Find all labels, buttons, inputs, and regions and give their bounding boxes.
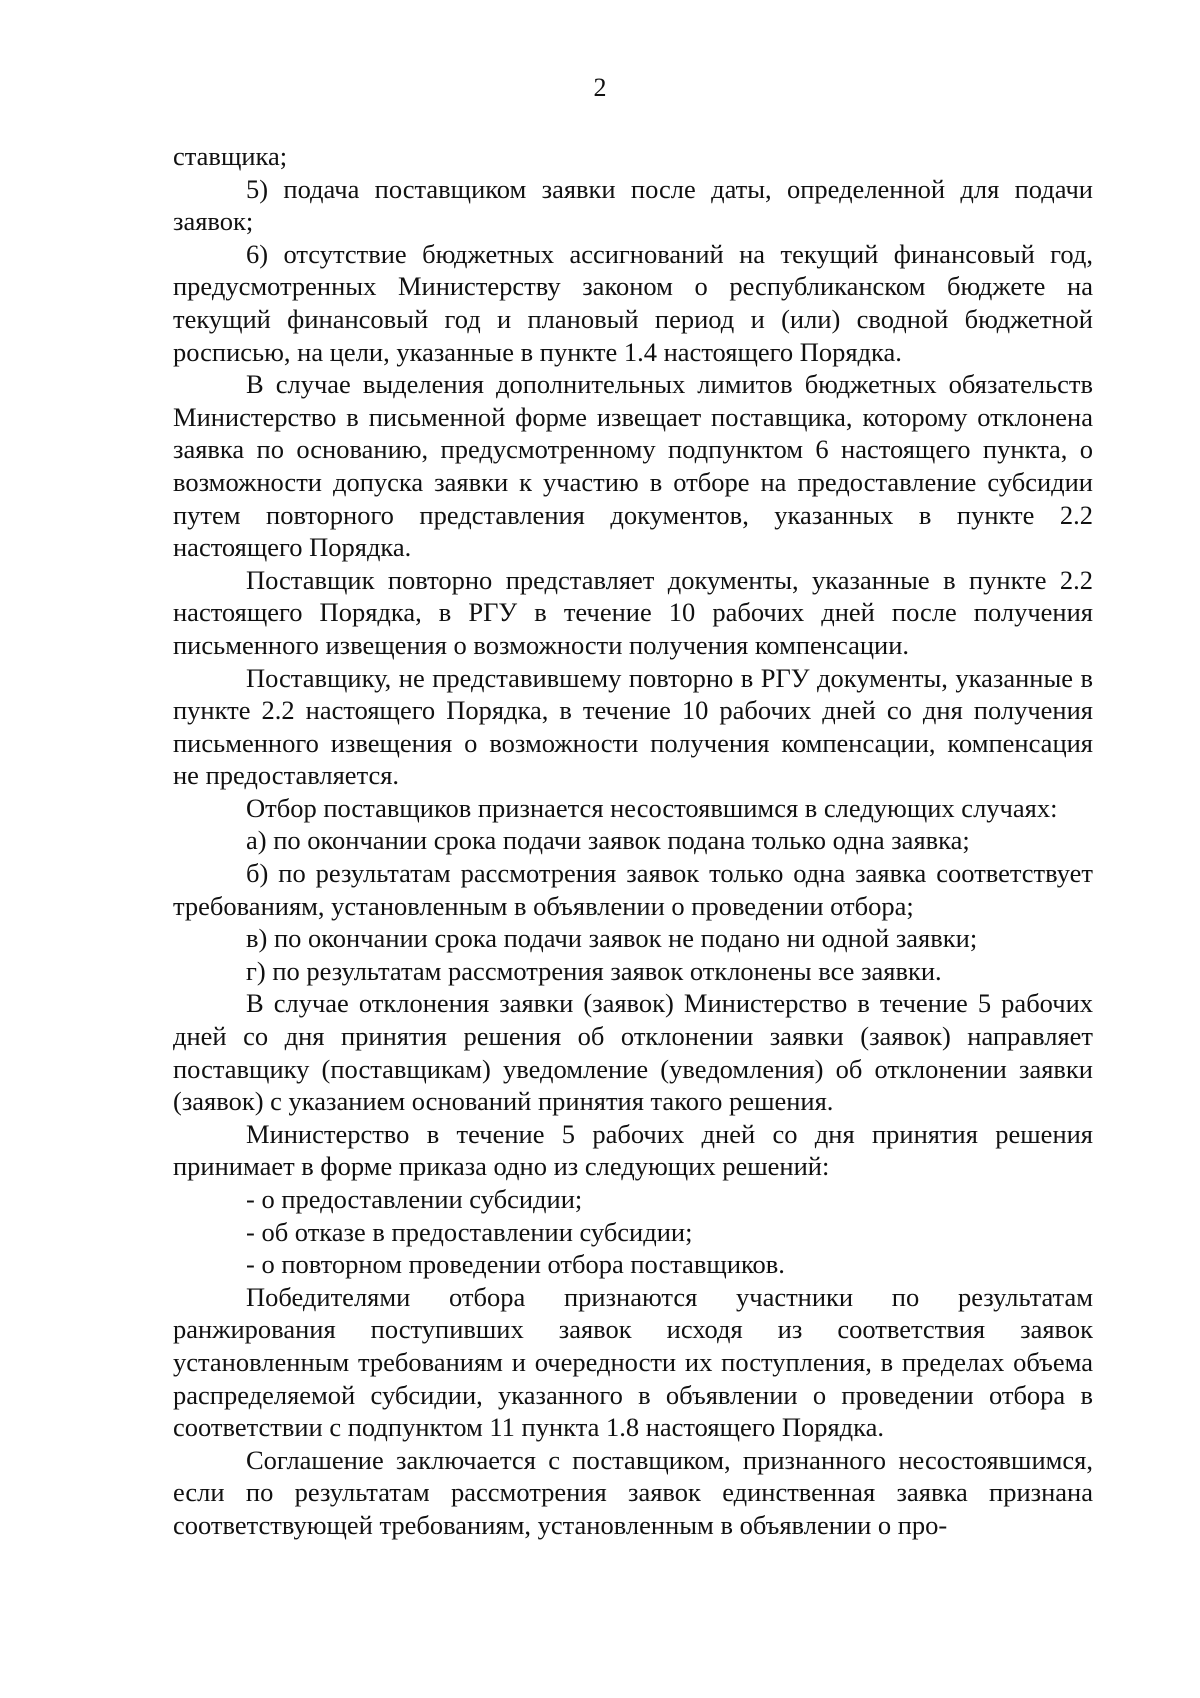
list-item-b: б) по результатам рассмотрения заявок только одна заявка соответствует требованиям, установленным в объявлении о проведении отбора; — [173, 858, 1093, 921]
list-item-6: 6) отсутствие бюджетных ассигнований на текущий финансовый год, предусмотренных Министерству законом о республиканском бюджете на текущий финансовый год и плановый период и (или) сводной бюджетной росписью, на цели, указанные в пункте 1.4 настоящего Порядка. — [173, 238, 1093, 367]
paragraph-additional-limits: В случае выделения дополнительных лимитов бюджетных обязательств Министерство в письменной форме извещает поставщика, которому отклонена заявка по основанию, предусмотренному подпунктом 6 настоящего пункта, о возможности допуска заявки к участию в отборе на предоставление субсидии путем повторного представления документов, указанных в пункте 2.2 настоящего Порядка. — [173, 369, 1093, 563]
list-item-v: в) по окончании срока подачи заявок не подано ни одной заявки; — [246, 923, 978, 954]
paragraph-ministry-decision: Министерство в течение 5 рабочих дней со дня принятия решения принимает в форме приказа одно из следующих решений: — [173, 1118, 1093, 1182]
decision-item-refusal: - об отказе в предоставлении субсидии; — [246, 1216, 693, 1247]
paragraph-continuation: ставщика; — [173, 141, 288, 171]
paragraph-winners: Победителями отбора признаются участники по результатам ранжирования поступивших заявок исходя из соответствия заявок установленным требованиям и очередности их поступления, в пределах объема распределяемой субсидии, указанного в объявлении о проведении отбора в соответствии с подпунктом 11 пункта 1.8 настоящего Порядка. — [173, 1281, 1093, 1443]
paragraph-agreement: Соглашение заключается с поставщиком, признанного несостоявшимся, если по результатам рассмотрения заявок единственная заявка признана соответствующей требованиям, установленным в объявлении о про- — [173, 1444, 1093, 1540]
paragraph-resubmission: Поставщик повторно представляет документы, указанные в пункте 2.2 настоящего Порядка, в РГУ в течение 10 рабочих дней после получения письменного извещения о возможности получения компенсации. — [173, 564, 1093, 660]
paragraph-no-compensation: Поставщику, не представившему повторно в РГУ документы, указанные в пункте 2.2 настоящего Порядка, в течение 10 рабочих дней со дня получения письменного извещения о возможности получения компенсации, компенсация не предоставляется. — [173, 662, 1093, 791]
paragraph-failed-selection: Отбор поставщиков признается несостоявшимся в следующих случаях: — [246, 792, 1058, 823]
decision-item-grant: - о предоставлении субсидии; — [246, 1184, 583, 1214]
decision-item-repeat: - о повторном проведении отбора поставщиков. — [246, 1249, 785, 1280]
document-body — [173, 140, 1093, 1542]
list-item-5: 5) подача поставщиком заявки после даты, определенной для подачи заявок; — [173, 173, 1093, 237]
paragraph-rejection-notice: В случае отклонения заявки (заявок) Министерство в течение 5 рабочих дней со дня принятия решения об отклонении заявки (заявок) направляет поставщику (поставщикам) уведомление (уведомления) об отклонении заявки (заявок) с указанием оснований принятия такого решения. — [173, 988, 1093, 1117]
page-number: 2 — [593, 73, 607, 102]
list-item-a: а) по окончании срока подачи заявок подана только одна заявка; — [246, 825, 970, 856]
list-item-g: г) по результатам рассмотрения заявок отклонены все заявки. — [246, 955, 942, 986]
